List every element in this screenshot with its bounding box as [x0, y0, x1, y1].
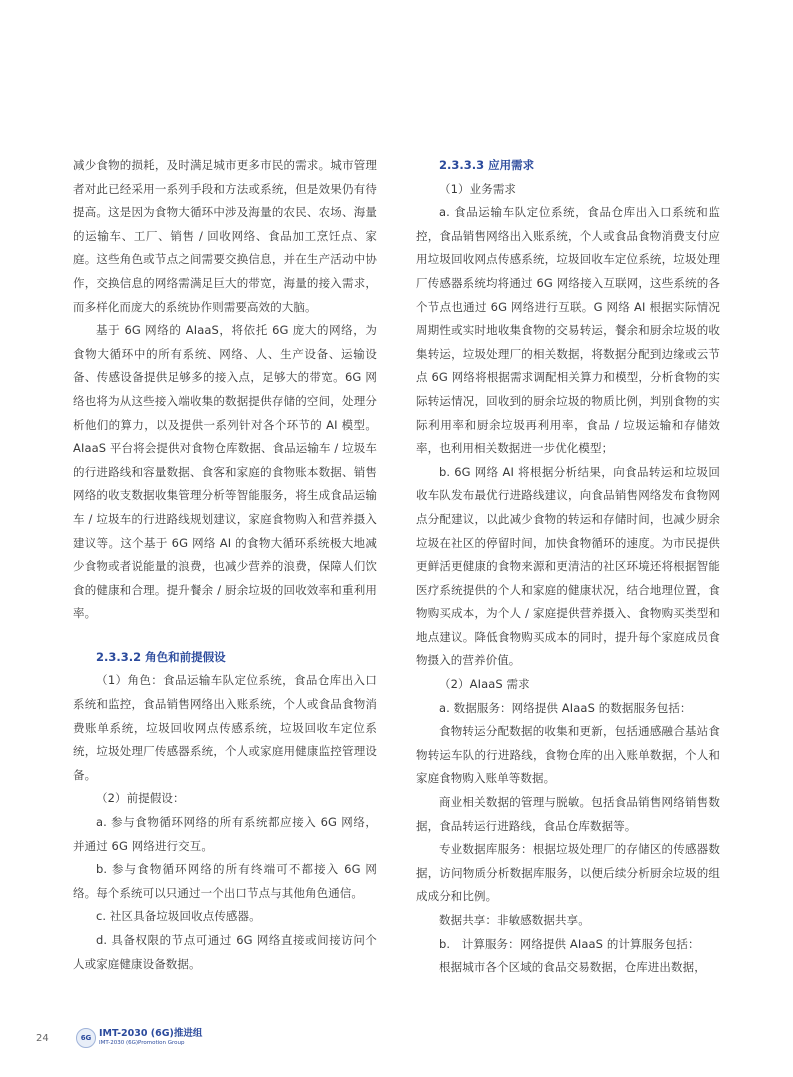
paragraph: a. 参与食物循环网络的所有系统都应接入 6G 网络，并通过 6G 网络进行交互。: [73, 815, 377, 853]
paragraph: b. 计算服务：网络提供 AIaaS 的计算服务包括：: [439, 936, 700, 951]
paragraph: 专业数据库服务：根据垃圾处理厂的存储区的传感器数据，访问物质分析数据库服务，以便后续分析厨余垃圾的组成成分和比例。: [416, 842, 720, 904]
paragraph: c. 社区具备垃圾回收点传感器。: [96, 909, 261, 924]
right-column: [416, 154, 720, 980]
paragraph: a. 数据服务：网络提供 AIaaS 的数据服务包括：: [439, 700, 692, 715]
subheading: （1）业务需求: [439, 181, 517, 196]
paragraph: 商业相关数据的管理与脱敏。包括食品销售网络销售数据，食品转运行进路线，食品仓库数据等。: [416, 795, 720, 833]
logo-title: IMT-2030 (6G)推进组: [99, 1028, 203, 1039]
paragraph: （2）前提假设：: [96, 791, 185, 806]
paragraph: d. 具备权限的节点可通过 6G 网络直接或间接访问个人或家庭健康设备数据。: [73, 933, 377, 971]
paragraph: 减少食物的损耗，及时满足城市更多市民的需求。城市管理者对此已经采用一系列手段和方法或系统，但是效果仍有待提高。这是因为食物大循环中涉及海量的农民、农场、海量的运输车、工厂、销售 / 回收网络、食品加工烹饪点、家庭。这些角色或节点之间需要交换信息，并在生产活动中协作，交换信息的网络需满足巨大的带宽，海量的接入需求，而多样化而庞大的系统协作则需要高效的大脑。: [73, 158, 377, 314]
paragraph: 数据共享：非敏感数据共享。: [439, 913, 590, 927]
paragraph: 食物转运分配数据的收集和更新，包括通感融合基站食物转运车队的行进路线，食物仓库的出入账单数据，个人和家庭食物购入账单等数据。: [416, 724, 720, 786]
subheading: （2）AIaaS 需求: [439, 677, 530, 692]
paragraph: （1）角色：食品运输车队定位系统，食品仓库出入口系统和监控，食品销售网络出入账系统，个人或食品食物消费账单系统，垃圾回收网点传感系统，垃圾回收车定位系统，垃圾处理厂传感器系统，个人或家庭用健康监控管理设备。: [73, 673, 377, 782]
6g-logo-icon: 6G: [76, 1028, 96, 1048]
left-column: [73, 154, 377, 976]
paragraph: b. 6G 网络 AI 将根据分析结果，向食品转运和垃圾回收车队发布最优行进路线建议，向食品销售网络发布食物网点分配建议，以此减少食物的转运和存储时间，也减少厨余垃圾在社区的停留时间，加快食物循环的速度。为市民提供更鲜活更健康的食物来源和更清洁的社区环境还将根据智能医疗系统提供的个人和家庭的健康状况，结合地理位置，食物购买成本，为个人 / 家庭提供营养摄入、食物购买类型和地点建议。降低食物购买成本的同时，提升每个家庭成员食物摄入的营养价值。: [416, 464, 720, 668]
paragraph: 基于 6G 网络的 AIaaS，将依托 6G 庞大的网络，为食物大循环中的所有系统、网络、人、生产设备、运输设备、传感设备提供足够多的接入点，足够大的带宽。6G 网络也将为从这些接入端收集的数据提供存储的空间，处理分析他们的算力，以及提供一系列针对各个环节的 AI 模型。AIaaS 平台将会提供对食物仓库数据、食品运输车 / 垃圾车的行进路线和容量数据、食客和家庭的食物账本数据、销售网络的收支数据收集管理分析等智能服务，将生成食品运输车 / 垃圾车的行进路线规划建议，家庭食物购入和营养摄入建议等。这个基于 6G 网络 AI 的食物大循环系统极大地减少食物或者说能量的浪费，也减少营养的浪费，保障人们饮食的健康和合理。提升餐余 / 厨余垃圾的回收效率和重利用率。: [73, 323, 377, 621]
paragraph: a. 食品运输车队定位系统，食品仓库出入口系统和监控，食品销售网络出入账系统，个人或食品食物消费支付应用垃圾回收网点传感系统，垃圾回收车定位系统，垃圾处理厂传感器系统均将通过 6G 网络接入互联网，这些系统的各个节点也通过 6G 网络进行互联。G 网络 AI 根据实际情况周期性或实时地收集食物的交易转运，餐余和厨余垃圾的收集转运，垃圾处理厂的相关数据，将数据分配到边缘或云节点 6G 网络将根据需求调配相关算力和模型，分析食物的实际转运情况，回收到的厨余垃圾的物质比例，判别食物的实际利用率和厨余垃圾再利用率，食品 / 垃圾运输和存储效率，也利用相关数据进一步优化模型；: [416, 205, 720, 456]
paragraph: b. 参与食物循环网络的所有终端可不都接入 6G 网络。每个系统可以只通过一个出口节点与其他角色通信。: [73, 862, 377, 900]
section-heading: 2.3.3.3 应用需求: [439, 158, 535, 172]
page-number: 24: [36, 1033, 49, 1044]
logo-subtitle: IMT-2030 (6G)Promotion Group: [99, 1040, 185, 1046]
section-heading: 2.3.3.2 角色和前提假设: [96, 649, 226, 664]
paragraph: 根据城市各个区域的食品交易数据，仓库进出数据，: [439, 960, 706, 975]
organization-logo: [99, 1028, 202, 1047]
